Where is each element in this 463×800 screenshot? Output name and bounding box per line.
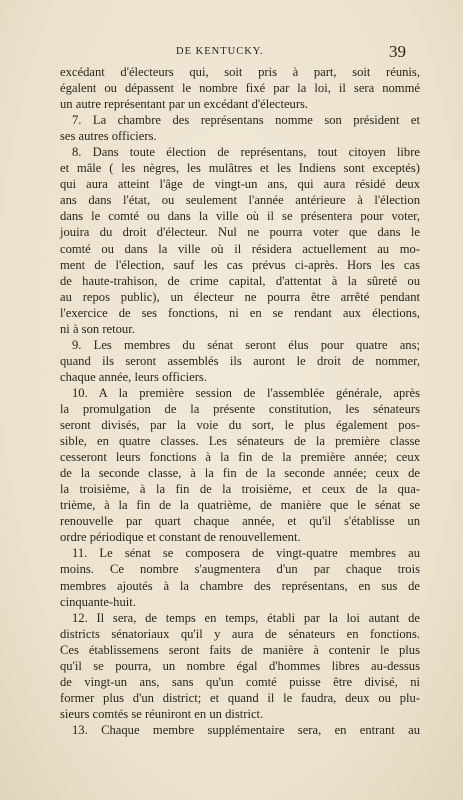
text-line: seront divisés, par la voie du sort, le plus également pos- [60,418,420,433]
text-line: qu'il se pourra, un nombre égal d'hommes libres au-dessus [60,658,420,673]
text-line: jouira du droit d'électeur. Nul ne pourra voter que dans le [60,225,420,240]
text-line: excédant d'électeurs qui, soit pris à part, soit réunis, [60,65,420,79]
text-line: de la seconde classe, à la fin de la seconde année; ceux de [60,466,420,481]
running-head: DE KENTUCKY. [176,46,264,57]
text-line: qui aura atteint l'âge de vingt-un ans, qui aura résidé deux [60,177,420,192]
text-line: districts sénatoriaux qu'il y aura de sénateurs en fonctions. [60,626,420,641]
text-line: trième, à la fin de la quatrième, de manière que le sénat se [60,498,420,513]
text-line: former plus d'un district; et quand il le faudra, deux ou plu- [60,690,420,705]
text-line: Ces établissemens seront faits de manière à contenir le plus [60,642,420,657]
text-line: ordre périodique et constant de renouvellement. [60,530,301,545]
text-line: égalent ou dépassent le nombre fixé par la loi, il sera nommé [60,81,420,96]
text-line: 13. Chaque membre supplémentaire sera, en entrant au [72,722,420,737]
text-line: l'exercice de ses fonctions, ni en se rendant aux élections, [60,305,420,320]
text-line: sieurs comtés se réuniront en un district. [60,706,264,721]
text-line: 8. Dans toute élection de représentans, tout citoyen libre [72,145,420,160]
text-line: membres ajoutés à la chambre des représentans, en sus de [60,578,420,593]
text-line: un autre représentant par un excédant d'électeurs. [60,97,309,112]
text-line: quand ils seront assemblés ils auront le droit de nommer, [60,353,420,368]
text-line: 7. La chambre des représentans nomme son président et [72,113,420,128]
text-line: et mâle ( les nègres, les mulâtres et les Indiens sont exceptés) [60,161,420,176]
text-line: moins. Ce nombre s'augmentera d'un par chaque trois [60,562,420,577]
text-line: cinquante-huit. [60,594,136,609]
text-line: 11. Le sénat se composera de vingt-quatre membres au [72,546,420,561]
text-line: comté ou dans la ville où il résidera actuellement au mo- [60,241,420,256]
text-line: 12. Il sera, de temps en temps, établi par la loi autant de [72,610,420,625]
page-header [0,44,463,62]
text-line: ment de l'élection, sauf les cas prévus ci-après. Hors les cas [60,257,420,272]
text-line: de vingt-un ans, sans qu'un comté puisse être divisé, ni [60,674,420,689]
text-line: cesseront leurs fonctions à la fin de la première année; ceux [60,450,420,465]
text-line: la promulgation de la présente constitution, les sénateurs [60,401,420,416]
body-text [60,64,420,738]
text-line: de haute-trahison, de crime capital, d'attentat à la sûreté ou [60,273,420,288]
text-line: ans dans l'état, ou seulement l'année antérieure à l'élection [60,193,420,208]
text-line: la troisième, à la fin de la troisième, et ceux de la qua- [60,482,420,497]
text-line: sible, en quatre classes. Les sénateurs de la première classe [60,434,420,449]
text-line: ses autres officiers. [60,129,157,144]
text-line: chaque année, leurs officiers. [60,369,207,384]
text-line: au repos public), un électeur ne pourra être arrêté pendant [60,289,420,304]
page-number: 39 [389,42,406,61]
text-line: 9. Les membres du sénat seront élus pour quatre ans; [72,337,420,352]
text-line: ni à son retour. [60,321,135,336]
text-line: renouvelle par quart chaque année, et qu'il s'établisse un [60,514,420,529]
text-line: 10. A la première session de l'assemblée générale, après [72,385,420,400]
text-line: dans le comté ou dans la ville où il se présentera pour voter, [60,209,420,224]
